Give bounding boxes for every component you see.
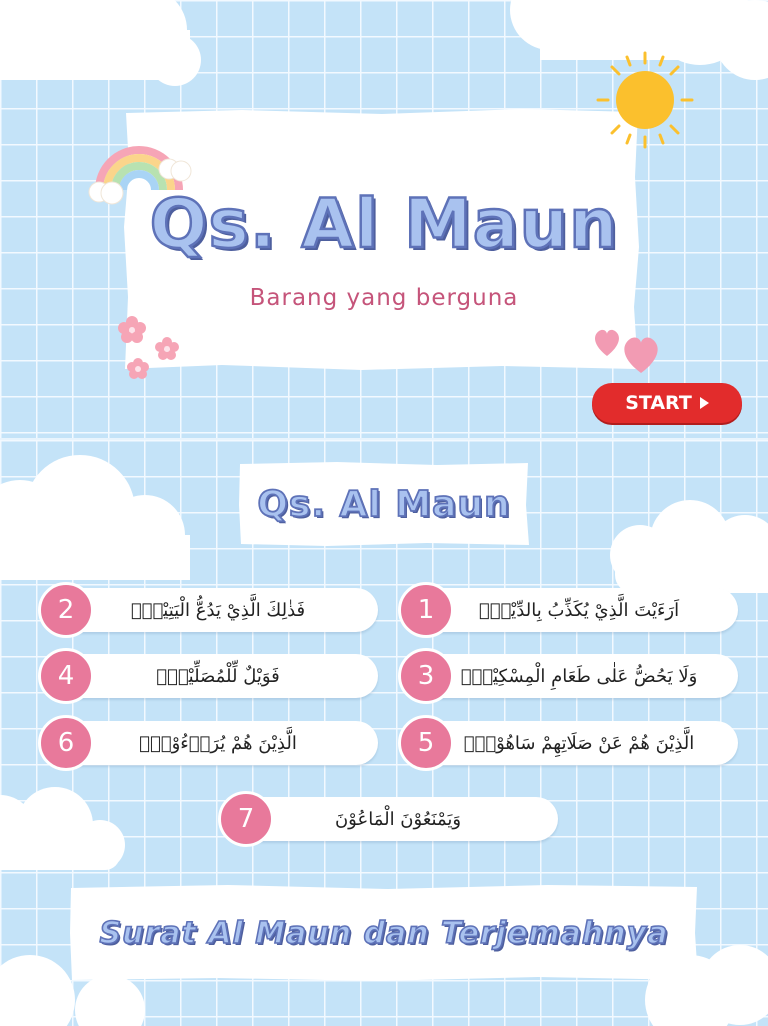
verse-text-2: فَذٰلِكَ الَّذِيْ يَدُعُّ الْيَتِيْمَۙ (130, 599, 306, 621)
verse-text-4: فَوَيْلٌ لِّلْمُصَلِّيْنَۙ (156, 665, 280, 687)
play-icon (700, 397, 709, 409)
cloud-icon (0, 785, 130, 875)
verse-number-7: 7 (218, 791, 274, 847)
start-label: START (625, 392, 692, 414)
verse-number-1: 1 (398, 582, 454, 638)
verse-pill-6 (58, 721, 378, 765)
cover-section (0, 0, 768, 438)
verse-pill-4 (58, 654, 378, 698)
verse-number-5: 5 (398, 715, 454, 771)
heart-icon (590, 318, 670, 376)
verse-pill-7 (238, 797, 558, 841)
verse-pill-1 (420, 588, 738, 632)
verse-pill-5 (420, 721, 738, 765)
cover-title: Qs. Al Maun (149, 185, 619, 264)
verse-number-2: 2 (38, 582, 94, 638)
content-heading: Qs. Al Maun (257, 484, 511, 525)
verse-text-6: الَّذِيْنَ هُمْ يُرَاۤءُوْنَۙ (139, 732, 297, 754)
verse-number-3: 3 (398, 648, 454, 704)
footer-title: Surat Al Maun dan Terjemahnya (99, 916, 669, 951)
verse-pill-2 (58, 588, 378, 632)
cloud-icon (0, 0, 210, 100)
verse-number-6: 6 (38, 715, 94, 771)
verse-number-4: 4 (38, 648, 94, 704)
flower-icon (112, 312, 187, 384)
cover-subtitle: Barang yang berguna (249, 285, 519, 311)
verse-text-1: اَرَءَيْتَ الَّذِيْ يُكَذِّبُ بِالدِّيْنِۗ (478, 599, 680, 621)
verse-text-5: الَّذِيْنَ هُمْ عَنْ صَلَاتِهِمْ سَاهُوْنَۙ (463, 732, 695, 754)
content-section (0, 438, 768, 1026)
verse-text-7: وَيَمْنَعُوْنَ الْمَاعُوْنَ (334, 808, 462, 830)
start-button[interactable] (592, 383, 742, 423)
verse-text-3: وَلَا يَحُضُّ عَلٰى طَعَامِ الْمِسْكِيْنِۗ (460, 665, 698, 687)
verse-pill-3 (420, 654, 738, 698)
sun-icon (585, 45, 705, 165)
